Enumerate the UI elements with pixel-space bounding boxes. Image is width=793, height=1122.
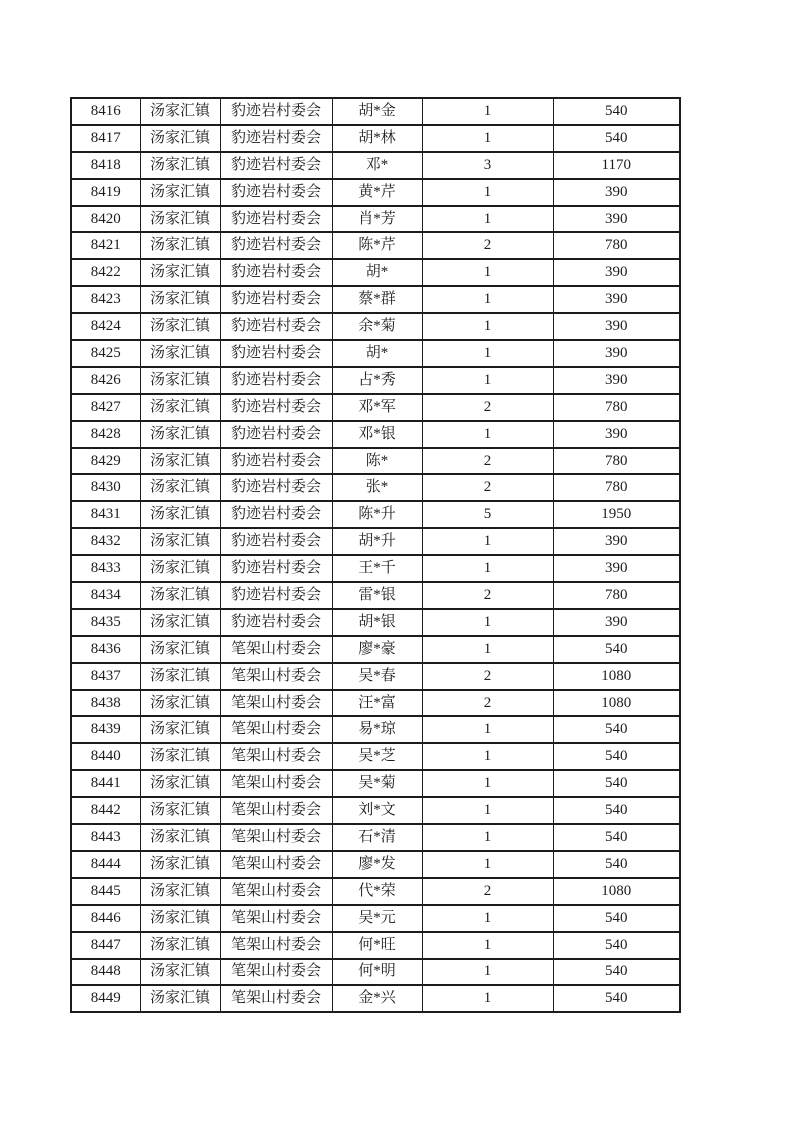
count-cell: 1 (422, 367, 553, 394)
count-cell: 2 (422, 878, 553, 905)
town-cell: 汤家汇镇 (140, 690, 220, 717)
count-cell: 1 (422, 206, 553, 233)
serial-cell: 8442 (71, 797, 140, 824)
count-cell: 1 (422, 851, 553, 878)
table-row (71, 206, 680, 233)
person-name-cell: 蔡*群 (332, 286, 422, 313)
person-name-cell: 吴*菊 (332, 770, 422, 797)
town-cell: 汤家汇镇 (140, 743, 220, 770)
count-cell: 1 (422, 179, 553, 206)
table-row (71, 421, 680, 448)
serial-cell: 8422 (71, 259, 140, 286)
village-cell: 豹迹岩村委会 (220, 125, 332, 152)
village-cell: 豹迹岩村委会 (220, 421, 332, 448)
amount-cell: 540 (553, 851, 680, 878)
amount-cell: 390 (553, 206, 680, 233)
village-cell: 笔架山村委会 (220, 663, 332, 690)
village-cell: 豹迹岩村委会 (220, 555, 332, 582)
town-cell: 汤家汇镇 (140, 232, 220, 259)
village-cell: 豹迹岩村委会 (220, 501, 332, 528)
serial-cell: 8435 (71, 609, 140, 636)
person-name-cell: 胡*银 (332, 609, 422, 636)
town-cell: 汤家汇镇 (140, 851, 220, 878)
town-cell: 汤家汇镇 (140, 367, 220, 394)
village-cell: 豹迹岩村委会 (220, 448, 332, 475)
count-cell: 1 (422, 797, 553, 824)
serial-cell: 8443 (71, 824, 140, 851)
village-cell: 笔架山村委会 (220, 770, 332, 797)
table-row (71, 770, 680, 797)
count-cell: 1 (422, 824, 553, 851)
table-row (71, 609, 680, 636)
village-cell: 笔架山村委会 (220, 959, 332, 986)
town-cell: 汤家汇镇 (140, 501, 220, 528)
amount-cell: 540 (553, 824, 680, 851)
count-cell: 1 (422, 609, 553, 636)
count-cell: 2 (422, 232, 553, 259)
town-cell: 汤家汇镇 (140, 394, 220, 421)
count-cell: 1 (422, 743, 553, 770)
amount-cell: 780 (553, 448, 680, 475)
serial-cell: 8446 (71, 905, 140, 932)
serial-cell: 8428 (71, 421, 140, 448)
amount-cell: 540 (553, 797, 680, 824)
table-row (71, 663, 680, 690)
town-cell: 汤家汇镇 (140, 98, 220, 125)
serial-cell: 8416 (71, 98, 140, 125)
amount-cell: 390 (553, 340, 680, 367)
town-cell: 汤家汇镇 (140, 179, 220, 206)
count-cell: 2 (422, 448, 553, 475)
amount-cell: 540 (553, 716, 680, 743)
serial-cell: 8448 (71, 959, 140, 986)
count-cell: 1 (422, 340, 553, 367)
serial-cell: 8434 (71, 582, 140, 609)
table-row (71, 367, 680, 394)
amount-cell: 540 (553, 636, 680, 663)
table-row (71, 878, 680, 905)
amount-cell: 780 (553, 582, 680, 609)
amount-cell: 1950 (553, 501, 680, 528)
serial-cell: 8444 (71, 851, 140, 878)
village-cell: 笔架山村委会 (220, 716, 332, 743)
person-name-cell: 邓*银 (332, 421, 422, 448)
count-cell: 1 (422, 985, 553, 1012)
table-row (71, 232, 680, 259)
serial-cell: 8424 (71, 313, 140, 340)
town-cell: 汤家汇镇 (140, 824, 220, 851)
person-name-cell: 胡*金 (332, 98, 422, 125)
count-cell: 1 (422, 770, 553, 797)
village-cell: 豹迹岩村委会 (220, 582, 332, 609)
count-cell: 1 (422, 932, 553, 959)
person-name-cell: 刘*文 (332, 797, 422, 824)
town-cell: 汤家汇镇 (140, 206, 220, 233)
village-cell: 笔架山村委会 (220, 690, 332, 717)
amount-cell: 540 (553, 905, 680, 932)
village-cell: 豹迹岩村委会 (220, 98, 332, 125)
town-cell: 汤家汇镇 (140, 152, 220, 179)
person-name-cell: 易*琼 (332, 716, 422, 743)
amount-cell: 540 (553, 125, 680, 152)
table-row (71, 932, 680, 959)
table-row (71, 259, 680, 286)
amount-cell: 390 (553, 528, 680, 555)
town-cell: 汤家汇镇 (140, 663, 220, 690)
village-cell: 豹迹岩村委会 (220, 609, 332, 636)
village-cell: 笔架山村委会 (220, 878, 332, 905)
serial-cell: 8421 (71, 232, 140, 259)
count-cell: 1 (422, 636, 553, 663)
table-row (71, 152, 680, 179)
count-cell: 3 (422, 152, 553, 179)
amount-cell: 390 (553, 555, 680, 582)
town-cell: 汤家汇镇 (140, 932, 220, 959)
serial-cell: 8436 (71, 636, 140, 663)
count-cell: 1 (422, 125, 553, 152)
serial-cell: 8429 (71, 448, 140, 475)
person-name-cell: 黄*芹 (332, 179, 422, 206)
person-name-cell: 廖*豪 (332, 636, 422, 663)
table-row (71, 474, 680, 501)
village-cell: 豹迹岩村委会 (220, 152, 332, 179)
count-cell: 1 (422, 421, 553, 448)
amount-cell: 390 (553, 421, 680, 448)
person-name-cell: 王*千 (332, 555, 422, 582)
person-name-cell: 肖*芳 (332, 206, 422, 233)
payment-table-body (71, 98, 680, 1012)
count-cell: 1 (422, 959, 553, 986)
amount-cell: 540 (553, 743, 680, 770)
count-cell: 1 (422, 98, 553, 125)
serial-cell: 8431 (71, 501, 140, 528)
amount-cell: 390 (553, 367, 680, 394)
person-name-cell: 陈* (332, 448, 422, 475)
town-cell: 汤家汇镇 (140, 474, 220, 501)
table-row (71, 98, 680, 125)
serial-cell: 8441 (71, 770, 140, 797)
person-name-cell: 邓* (332, 152, 422, 179)
table-row (71, 905, 680, 932)
person-name-cell: 吴*芝 (332, 743, 422, 770)
town-cell: 汤家汇镇 (140, 259, 220, 286)
count-cell: 2 (422, 582, 553, 609)
table-row (71, 125, 680, 152)
count-cell: 1 (422, 555, 553, 582)
person-name-cell: 廖*发 (332, 851, 422, 878)
serial-cell: 8427 (71, 394, 140, 421)
village-cell: 豹迹岩村委会 (220, 340, 332, 367)
village-cell: 豹迹岩村委会 (220, 394, 332, 421)
town-cell: 汤家汇镇 (140, 286, 220, 313)
count-cell: 1 (422, 716, 553, 743)
town-cell: 汤家汇镇 (140, 797, 220, 824)
serial-cell: 8426 (71, 367, 140, 394)
table-row (71, 690, 680, 717)
table-row (71, 797, 680, 824)
person-name-cell: 何*明 (332, 959, 422, 986)
town-cell: 汤家汇镇 (140, 716, 220, 743)
person-name-cell: 胡*升 (332, 528, 422, 555)
town-cell: 汤家汇镇 (140, 609, 220, 636)
amount-cell: 1080 (553, 878, 680, 905)
town-cell: 汤家汇镇 (140, 125, 220, 152)
village-cell: 笔架山村委会 (220, 636, 332, 663)
village-cell: 豹迹岩村委会 (220, 232, 332, 259)
person-name-cell: 余*菊 (332, 313, 422, 340)
count-cell: 1 (422, 286, 553, 313)
serial-cell: 8449 (71, 985, 140, 1012)
amount-cell: 780 (553, 474, 680, 501)
person-name-cell: 陈*芹 (332, 232, 422, 259)
count-cell: 2 (422, 690, 553, 717)
person-name-cell: 胡*林 (332, 125, 422, 152)
person-name-cell: 张* (332, 474, 422, 501)
amount-cell: 1080 (553, 663, 680, 690)
serial-cell: 8430 (71, 474, 140, 501)
village-cell: 笔架山村委会 (220, 824, 332, 851)
village-cell: 笔架山村委会 (220, 985, 332, 1012)
count-cell: 1 (422, 905, 553, 932)
serial-cell: 8425 (71, 340, 140, 367)
table-row (71, 555, 680, 582)
village-cell: 笔架山村委会 (220, 851, 332, 878)
amount-cell: 390 (553, 259, 680, 286)
village-cell: 豹迹岩村委会 (220, 259, 332, 286)
person-name-cell: 汪*富 (332, 690, 422, 717)
table-row (71, 340, 680, 367)
table-row (71, 959, 680, 986)
table-row (71, 286, 680, 313)
table-row (71, 582, 680, 609)
town-cell: 汤家汇镇 (140, 905, 220, 932)
town-cell: 汤家汇镇 (140, 313, 220, 340)
count-cell: 2 (422, 474, 553, 501)
amount-cell: 540 (553, 985, 680, 1012)
amount-cell: 1170 (553, 152, 680, 179)
person-name-cell: 吴*春 (332, 663, 422, 690)
town-cell: 汤家汇镇 (140, 636, 220, 663)
serial-cell: 8420 (71, 206, 140, 233)
table-row (71, 448, 680, 475)
serial-cell: 8445 (71, 878, 140, 905)
person-name-cell: 邓*军 (332, 394, 422, 421)
town-cell: 汤家汇镇 (140, 448, 220, 475)
table-row (71, 851, 680, 878)
table-row (71, 824, 680, 851)
person-name-cell: 陈*升 (332, 501, 422, 528)
serial-cell: 8418 (71, 152, 140, 179)
serial-cell: 8423 (71, 286, 140, 313)
amount-cell: 540 (553, 98, 680, 125)
village-cell: 豹迹岩村委会 (220, 474, 332, 501)
town-cell: 汤家汇镇 (140, 555, 220, 582)
village-cell: 豹迹岩村委会 (220, 206, 332, 233)
serial-cell: 8419 (71, 179, 140, 206)
count-cell: 2 (422, 394, 553, 421)
serial-cell: 8439 (71, 716, 140, 743)
village-cell: 豹迹岩村委会 (220, 528, 332, 555)
village-cell: 豹迹岩村委会 (220, 179, 332, 206)
amount-cell: 540 (553, 959, 680, 986)
amount-cell: 390 (553, 609, 680, 636)
person-name-cell: 胡* (332, 259, 422, 286)
payment-table (70, 97, 681, 1013)
count-cell: 1 (422, 259, 553, 286)
table-row (71, 528, 680, 555)
table-row (71, 501, 680, 528)
amount-cell: 780 (553, 394, 680, 421)
town-cell: 汤家汇镇 (140, 340, 220, 367)
table-row (71, 716, 680, 743)
serial-cell: 8447 (71, 932, 140, 959)
serial-cell: 8437 (71, 663, 140, 690)
town-cell: 汤家汇镇 (140, 421, 220, 448)
village-cell: 笔架山村委会 (220, 743, 332, 770)
count-cell: 1 (422, 528, 553, 555)
town-cell: 汤家汇镇 (140, 878, 220, 905)
town-cell: 汤家汇镇 (140, 528, 220, 555)
amount-cell: 1080 (553, 690, 680, 717)
table-row (71, 313, 680, 340)
amount-cell: 540 (553, 932, 680, 959)
person-name-cell: 石*清 (332, 824, 422, 851)
village-cell: 笔架山村委会 (220, 797, 332, 824)
town-cell: 汤家汇镇 (140, 770, 220, 797)
person-name-cell: 代*荣 (332, 878, 422, 905)
person-name-cell: 吴*元 (332, 905, 422, 932)
serial-cell: 8438 (71, 690, 140, 717)
count-cell: 2 (422, 663, 553, 690)
village-cell: 豹迹岩村委会 (220, 367, 332, 394)
person-name-cell: 金*兴 (332, 985, 422, 1012)
amount-cell: 390 (553, 179, 680, 206)
table-row (71, 394, 680, 421)
count-cell: 5 (422, 501, 553, 528)
serial-cell: 8433 (71, 555, 140, 582)
serial-cell: 8440 (71, 743, 140, 770)
person-name-cell: 雷*银 (332, 582, 422, 609)
town-cell: 汤家汇镇 (140, 985, 220, 1012)
table-row (71, 985, 680, 1012)
amount-cell: 390 (553, 313, 680, 340)
village-cell: 豹迹岩村委会 (220, 286, 332, 313)
amount-cell: 780 (553, 232, 680, 259)
town-cell: 汤家汇镇 (140, 959, 220, 986)
person-name-cell: 占*秀 (332, 367, 422, 394)
table-row (71, 636, 680, 663)
table-row (71, 179, 680, 206)
serial-cell: 8417 (71, 125, 140, 152)
table-row (71, 743, 680, 770)
village-cell: 豹迹岩村委会 (220, 313, 332, 340)
town-cell: 汤家汇镇 (140, 582, 220, 609)
village-cell: 笔架山村委会 (220, 905, 332, 932)
amount-cell: 540 (553, 770, 680, 797)
village-cell: 笔架山村委会 (220, 932, 332, 959)
serial-cell: 8432 (71, 528, 140, 555)
person-name-cell: 何*旺 (332, 932, 422, 959)
count-cell: 1 (422, 313, 553, 340)
amount-cell: 390 (553, 286, 680, 313)
person-name-cell: 胡* (332, 340, 422, 367)
